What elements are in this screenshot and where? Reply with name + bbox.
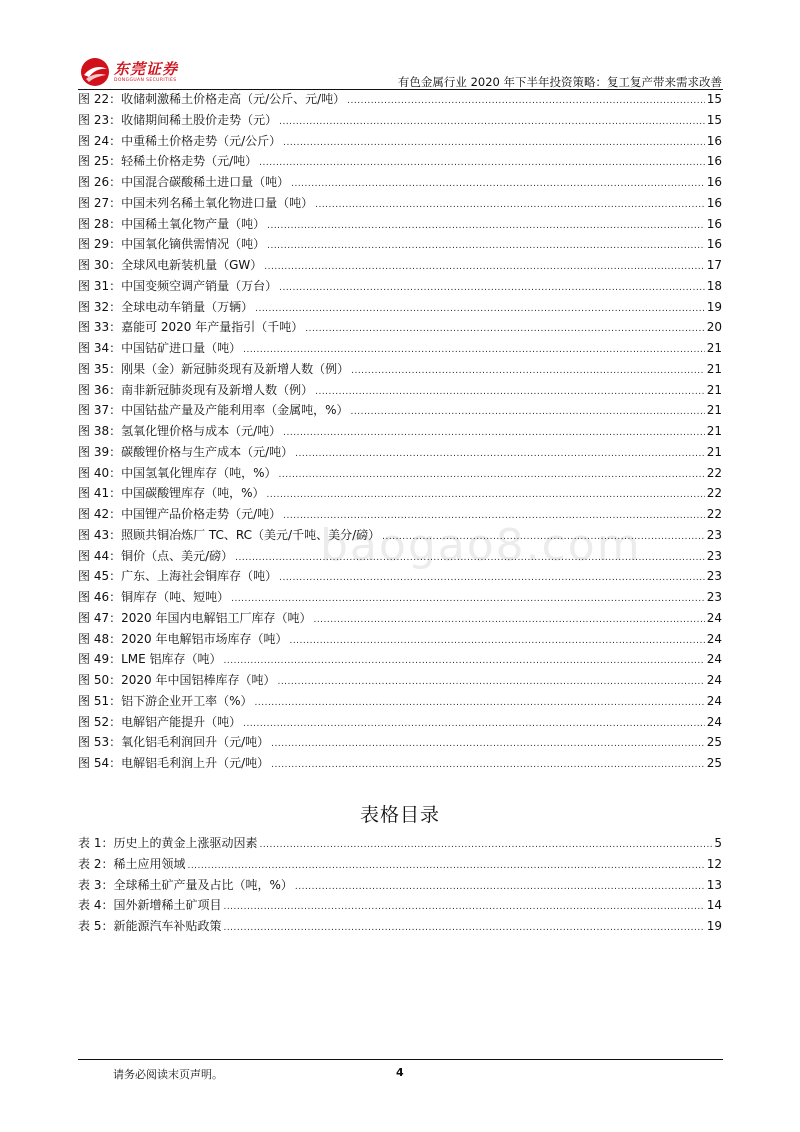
dot-leader bbox=[259, 158, 705, 168]
dot-leader bbox=[231, 594, 705, 604]
figure-entry[interactable] bbox=[78, 256, 722, 277]
dot-leader bbox=[267, 241, 705, 251]
figure-entry-label: 图 42：中国锂产品价格走势（元/吨） bbox=[78, 507, 282, 521]
dot-leader bbox=[313, 615, 704, 625]
dot-leader bbox=[277, 677, 704, 687]
watermark: baogao8.com bbox=[320, 520, 642, 571]
figure-entry[interactable] bbox=[78, 713, 722, 734]
figure-entry-label: 图 35：刚果（金）新冠肺炎现有及新增人数（例） bbox=[78, 361, 350, 376]
report-title: 有色金属行业 2020 年下半年投资策略：复工复产带来需求改善 bbox=[397, 75, 722, 89]
figure-entry[interactable] bbox=[78, 152, 722, 173]
dot-leader bbox=[347, 96, 705, 106]
dot-leader bbox=[295, 882, 705, 892]
table-entry-page: 13 bbox=[706, 877, 722, 892]
figure-entry-label: 图 45：广东、上海社会铜库存（吨） bbox=[78, 569, 278, 584]
figure-entry-label: 图 38：氢氧化锂价格与成本（元/吨） bbox=[78, 424, 282, 438]
figure-entry-page: 24 bbox=[706, 610, 722, 625]
figure-entry-page: 19 bbox=[706, 299, 722, 314]
dot-leader bbox=[279, 573, 705, 583]
footer-divider bbox=[78, 1059, 723, 1060]
table-entry-label: 表 5：新能源汽车补贴政策 bbox=[78, 919, 222, 933]
figure-entry-label: 图 22：收储刺激稀土价格走高（元/公斤、元/吨） bbox=[78, 92, 346, 106]
figure-entry[interactable] bbox=[78, 609, 722, 630]
figure-entry-page: 23 bbox=[706, 590, 722, 604]
figure-entry-page: 21 bbox=[706, 424, 722, 438]
dot-leader bbox=[271, 760, 705, 770]
figure-entry-page: 22 bbox=[706, 507, 722, 521]
figure-entry-label: 图 23：收储期间稀土股价走势（元） bbox=[78, 112, 278, 127]
figure-entry-label: 图 33：嘉能可 2020 年产量指引（千吨） bbox=[78, 320, 304, 335]
table-list bbox=[78, 834, 722, 938]
dot-leader bbox=[315, 200, 705, 210]
figure-entry[interactable] bbox=[78, 547, 722, 568]
figure-entry[interactable] bbox=[78, 671, 722, 692]
figure-entry[interactable] bbox=[78, 630, 722, 651]
dot-leader bbox=[351, 366, 705, 376]
figure-entry-page: 15 bbox=[706, 92, 722, 106]
table-entry[interactable] bbox=[78, 917, 722, 938]
figure-entry-label: 图 53：氧化铝毛利润回升（元/吨） bbox=[78, 735, 270, 750]
figure-entry-label: 图 47：2020 年国内电解铝工厂库存（吨） bbox=[78, 610, 312, 625]
figure-entry[interactable] bbox=[78, 381, 722, 402]
figure-entry-label: 图 51：铝下游企业开工率（%） bbox=[78, 693, 253, 708]
figure-entry-label: 图 30：全球风电新装机量（GW） bbox=[78, 258, 263, 272]
figure-entry[interactable] bbox=[78, 443, 722, 464]
dot-leader bbox=[259, 840, 712, 850]
figure-entry-page: 23 bbox=[706, 569, 722, 584]
figure-entry-page: 21 bbox=[706, 444, 722, 459]
dot-leader bbox=[295, 449, 705, 459]
dot-leader bbox=[283, 511, 705, 521]
figure-entry-label: 图 39：碳酸锂价格与生产成本（元/吨） bbox=[78, 444, 294, 459]
figure-entry[interactable] bbox=[78, 318, 722, 339]
brand-logo bbox=[80, 55, 178, 89]
figure-entry-label: 图 48：2020 年电解铝市场库存（吨） bbox=[78, 631, 288, 646]
figure-entry-page: 21 bbox=[706, 382, 722, 397]
figure-entry-label: 图 25：轻稀土价格走势（元/吨） bbox=[78, 154, 258, 169]
dot-leader bbox=[279, 117, 705, 127]
figure-entry-page: 22 bbox=[706, 465, 722, 480]
figure-entry-page: 16 bbox=[706, 216, 722, 231]
table-entry[interactable] bbox=[78, 896, 722, 917]
figure-entry-page: 21 bbox=[706, 341, 722, 355]
figure-entry[interactable] bbox=[78, 235, 722, 256]
figure-entry[interactable] bbox=[78, 754, 722, 775]
figure-entry-page: 24 bbox=[706, 693, 722, 708]
figure-entry-label: 图 36：南非新冠肺炎现有及新增人数（例） bbox=[78, 382, 314, 397]
figure-entry[interactable] bbox=[78, 339, 722, 360]
dot-leader bbox=[289, 636, 704, 646]
figure-entry[interactable] bbox=[78, 298, 722, 319]
figure-entry[interactable] bbox=[78, 464, 722, 485]
dot-leader bbox=[351, 407, 705, 417]
figure-entry-label: 图 46：铜库存（吨、短吨） bbox=[78, 590, 230, 604]
figure-entry-page: 24 bbox=[706, 714, 722, 729]
figure-entry[interactable] bbox=[78, 733, 722, 754]
dot-leader bbox=[279, 283, 705, 293]
dot-leader bbox=[187, 861, 704, 871]
figure-entry[interactable] bbox=[78, 277, 722, 298]
figure-entry-page: 24 bbox=[706, 673, 722, 687]
figure-entry[interactable] bbox=[78, 90, 722, 111]
table-entry-page: 5 bbox=[714, 836, 722, 850]
figure-entry-label: 图 37：中国钴盐产量及产能利用率（金属吨，%） bbox=[78, 403, 349, 418]
brand-logo-icon bbox=[80, 57, 110, 87]
tables-section-title: 表格目录 bbox=[359, 804, 440, 826]
table-entry-page: 12 bbox=[706, 856, 722, 871]
figure-entry-page: 22 bbox=[706, 486, 722, 501]
dot-leader bbox=[305, 324, 704, 334]
dot-leader bbox=[223, 923, 704, 933]
figure-entry-page: 20 bbox=[706, 320, 722, 335]
figure-entry[interactable] bbox=[78, 650, 722, 671]
dot-leader bbox=[255, 304, 705, 314]
brand-name-cn: 东莞证券 bbox=[114, 59, 179, 78]
figure-entry[interactable] bbox=[78, 588, 722, 609]
figure-entry[interactable] bbox=[78, 111, 722, 132]
table-entry[interactable] bbox=[78, 876, 722, 897]
dot-leader bbox=[235, 553, 705, 563]
figure-entry-label: 图 34：中国钴矿进口量（吨） bbox=[78, 341, 242, 355]
table-entry[interactable] bbox=[78, 834, 722, 855]
figure-entry-label: 图 49：LME 铝库存（吨） bbox=[78, 652, 222, 667]
dot-leader bbox=[283, 138, 705, 148]
figure-entry-label: 图 43：照顾共铜冶炼厂 TC、RC（美元/千吨、美分/磅） bbox=[78, 527, 381, 542]
dot-leader bbox=[291, 179, 705, 189]
table-entry-page: 19 bbox=[706, 919, 722, 933]
table-entry-label: 表 4：国外新增稀土矿项目 bbox=[78, 898, 222, 913]
figure-entry-label: 图 50：2020 年中国铝棒库存（吨） bbox=[78, 673, 276, 687]
figure-entry-label: 图 26：中国混合碳酸稀土进口量（吨） bbox=[78, 175, 290, 189]
dot-leader bbox=[283, 428, 705, 438]
table-entry-label: 表 1：历史上的黄金上涨驱动因素 bbox=[78, 836, 258, 850]
brand-name-en: DONGGUAN SECURITIES bbox=[114, 77, 177, 83]
figure-entry[interactable] bbox=[78, 360, 722, 381]
dot-leader bbox=[267, 221, 705, 231]
dot-leader bbox=[243, 719, 705, 729]
dot-leader bbox=[243, 345, 705, 355]
figure-list bbox=[78, 90, 722, 775]
footer-disclaimer: 请务必阅读末页声明。 bbox=[113, 1068, 223, 1081]
figure-entry-page: 25 bbox=[706, 735, 722, 750]
figure-entry-page: 16 bbox=[706, 195, 722, 210]
dot-leader bbox=[279, 470, 705, 480]
dot-leader bbox=[271, 739, 705, 749]
figure-entry-page: 16 bbox=[706, 175, 722, 189]
figure-entry-label: 图 24：中重稀土价格走势（元/公斤） bbox=[78, 133, 282, 148]
figure-entry-page: 24 bbox=[706, 631, 722, 646]
page-number: 4 bbox=[396, 1066, 404, 1079]
dot-leader bbox=[223, 902, 704, 912]
figure-entry-label: 图 52：电解铝产能提升（吨） bbox=[78, 714, 242, 729]
figure-entry[interactable] bbox=[78, 215, 722, 236]
figure-entry-label: 图 54：电解铝毛利润上升（元/吨） bbox=[78, 756, 270, 770]
figure-entry-page: 25 bbox=[706, 756, 722, 770]
figure-entry[interactable] bbox=[78, 567, 722, 588]
figure-entry-label: 图 32：全球电动车销量（万辆） bbox=[78, 299, 254, 314]
table-entry-label: 表 2：稀土应用领域 bbox=[78, 856, 186, 871]
figure-entry[interactable] bbox=[78, 692, 722, 713]
table-entry-page: 14 bbox=[706, 898, 722, 913]
dot-leader bbox=[255, 698, 705, 708]
figure-entry-page: 21 bbox=[706, 361, 722, 376]
dot-leader bbox=[382, 532, 705, 542]
figure-entry-label: 图 27：中国未列名稀土氧化物进口量（吨） bbox=[78, 195, 314, 210]
figure-entry-page: 23 bbox=[706, 548, 722, 563]
figure-entry[interactable] bbox=[78, 401, 722, 422]
figure-entry-label: 图 28：中国稀土氧化物产量（吨） bbox=[78, 216, 266, 231]
figure-entry-label: 图 29：中国氧化镝供需情况（吨） bbox=[78, 237, 266, 252]
dot-leader bbox=[224, 656, 705, 666]
figure-entry-page: 16 bbox=[706, 237, 722, 252]
table-entry-label: 表 3：全球稀土矿产量及占比（吨，%） bbox=[78, 877, 293, 892]
figure-entry-label: 图 40：中国氢氧化锂库存（吨，%） bbox=[78, 465, 277, 480]
dot-leader bbox=[315, 387, 705, 397]
figure-entry[interactable] bbox=[78, 422, 722, 443]
dot-leader bbox=[264, 262, 704, 272]
figure-entry[interactable] bbox=[78, 484, 722, 505]
figure-entry-page: 21 bbox=[706, 403, 722, 418]
figure-entry-page: 16 bbox=[706, 133, 722, 148]
figure-entry-page: 17 bbox=[706, 258, 722, 272]
figure-entry[interactable] bbox=[78, 526, 722, 547]
figure-entry-page: 18 bbox=[706, 278, 722, 293]
figure-entry-page: 16 bbox=[706, 154, 722, 169]
figure-entry-label: 图 31：中国变频空调产销量（万台） bbox=[78, 278, 278, 293]
table-entry[interactable] bbox=[78, 855, 722, 876]
figure-entry-label: 图 44：铜价（点、美元/磅） bbox=[78, 548, 234, 563]
figure-entry-page: 23 bbox=[706, 527, 722, 542]
dot-leader bbox=[267, 490, 705, 500]
figure-entry-page: 15 bbox=[706, 112, 722, 127]
figure-entry[interactable] bbox=[78, 132, 722, 153]
figure-entry-page: 24 bbox=[706, 652, 722, 667]
figure-entry-label: 图 41：中国碳酸锂库存（吨，%） bbox=[78, 486, 265, 501]
figure-entry[interactable] bbox=[78, 194, 722, 215]
figure-entry[interactable] bbox=[78, 505, 722, 526]
figure-entry[interactable] bbox=[78, 173, 722, 194]
